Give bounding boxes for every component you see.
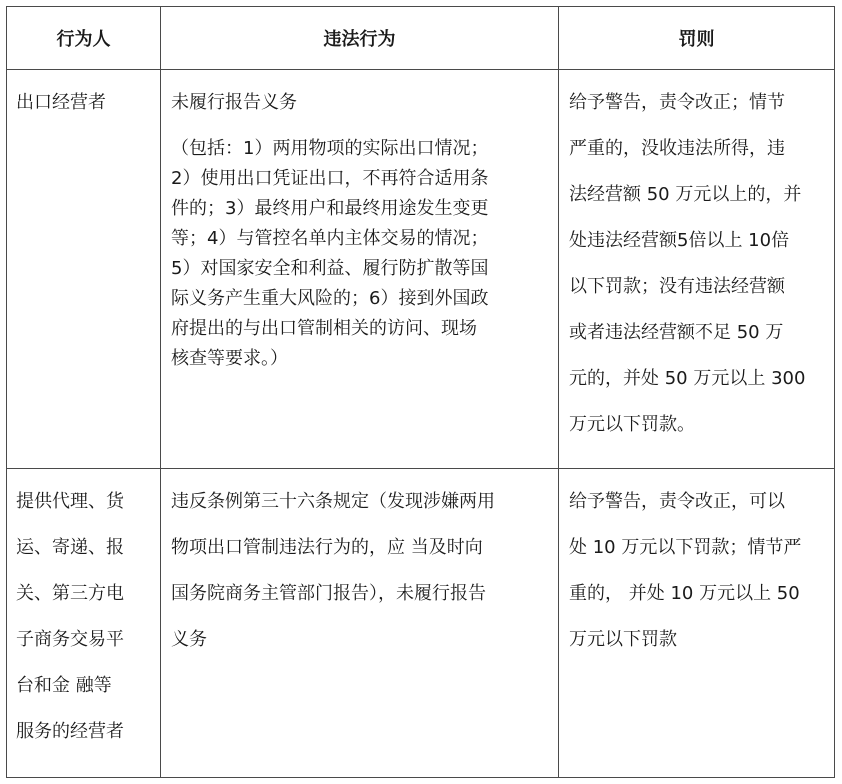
penalty-cell <box>559 469 835 778</box>
behavior-detail-line: 2）使用出口凭证出口，不再符合适用条 <box>171 168 489 189</box>
behavior-detail-line: （包括：1）两用物项的实际出口情况； <box>171 138 489 159</box>
behavior-detail-line: 件的；3）最终用户和最终用途发生变更 <box>171 198 489 219</box>
penalty-line: 处 10 万元以下罚款；情节严 <box>569 537 802 558</box>
behavior-detail-line: 际义务产生重大风险的；6）接到外国政 <box>171 288 489 309</box>
behavior-detail-line: 5）对国家安全和利益、履行防扩散等国 <box>171 258 489 279</box>
actor-cell <box>7 70 161 469</box>
header-penalty: 罚则 <box>559 7 835 70</box>
actor-text: 出口经营者 <box>16 92 106 113</box>
behavior-detail-line: 等；4）与管控名单内主体交易的情况； <box>171 228 489 249</box>
penalty-line: 重的， 并处 10 万元以上 50 <box>569 583 800 604</box>
actor-line: 子商务交易平 <box>16 629 124 650</box>
penalty-line: 元的，并处 50 万元以上 300 <box>569 368 806 389</box>
actor-line: 关、第三方电 <box>16 583 124 604</box>
table-header-row <box>7 7 835 70</box>
actor-line: 提供代理、货 <box>16 491 124 512</box>
behavior-line: 物项出口管制违法行为的，应 当及时向 <box>171 537 483 558</box>
behavior-detail <box>171 134 548 374</box>
behavior-line: 违反条例第三十六条规定（发现涉嫌两用 <box>171 491 495 512</box>
penalty-line: 给予警告，责令改正；情节 <box>569 92 785 113</box>
penalty-table <box>6 6 835 778</box>
behavior-line: 国务院商务主管部门报告），未履行报告 <box>171 583 486 604</box>
penalty-cell <box>559 70 835 469</box>
header-actor: 行为人 <box>7 7 161 70</box>
header-behavior: 违法行为 <box>161 7 559 70</box>
actor-line: 台和金 融等 <box>16 675 112 696</box>
behavior-cell <box>161 70 559 469</box>
penalty-line: 严重的，没收违法所得，违 <box>569 138 785 159</box>
penalty-line: 万元以下罚款。 <box>569 414 695 435</box>
behavior-detail-line: 府提出的与出口管制相关的访问、现场 <box>171 318 477 339</box>
behavior-line: 义务 <box>171 629 207 650</box>
penalty-line: 法经营额 50 万元以上的，并 <box>569 184 802 205</box>
penalty-line: 给予警告，责令改正，可以 <box>569 491 785 512</box>
penalty-line: 以下罚款；没有违法经营额 <box>569 276 785 297</box>
actor-line: 服务的经营者 <box>16 721 124 742</box>
behavior-detail-line: 核查等要求。） <box>171 348 288 369</box>
penalty-line: 处违法经营额5倍以上 10倍 <box>569 230 790 251</box>
actor-cell <box>7 469 161 778</box>
actor-line: 运、寄递、报 <box>16 537 124 558</box>
table-row <box>7 70 835 469</box>
behavior-cell <box>161 469 559 778</box>
penalty-line: 或者违法经营额不足 50 万 <box>569 322 784 343</box>
table-row <box>7 469 835 778</box>
penalty-line: 万元以下罚款 <box>569 629 677 650</box>
behavior-line: 未履行报告义务 <box>171 92 297 113</box>
